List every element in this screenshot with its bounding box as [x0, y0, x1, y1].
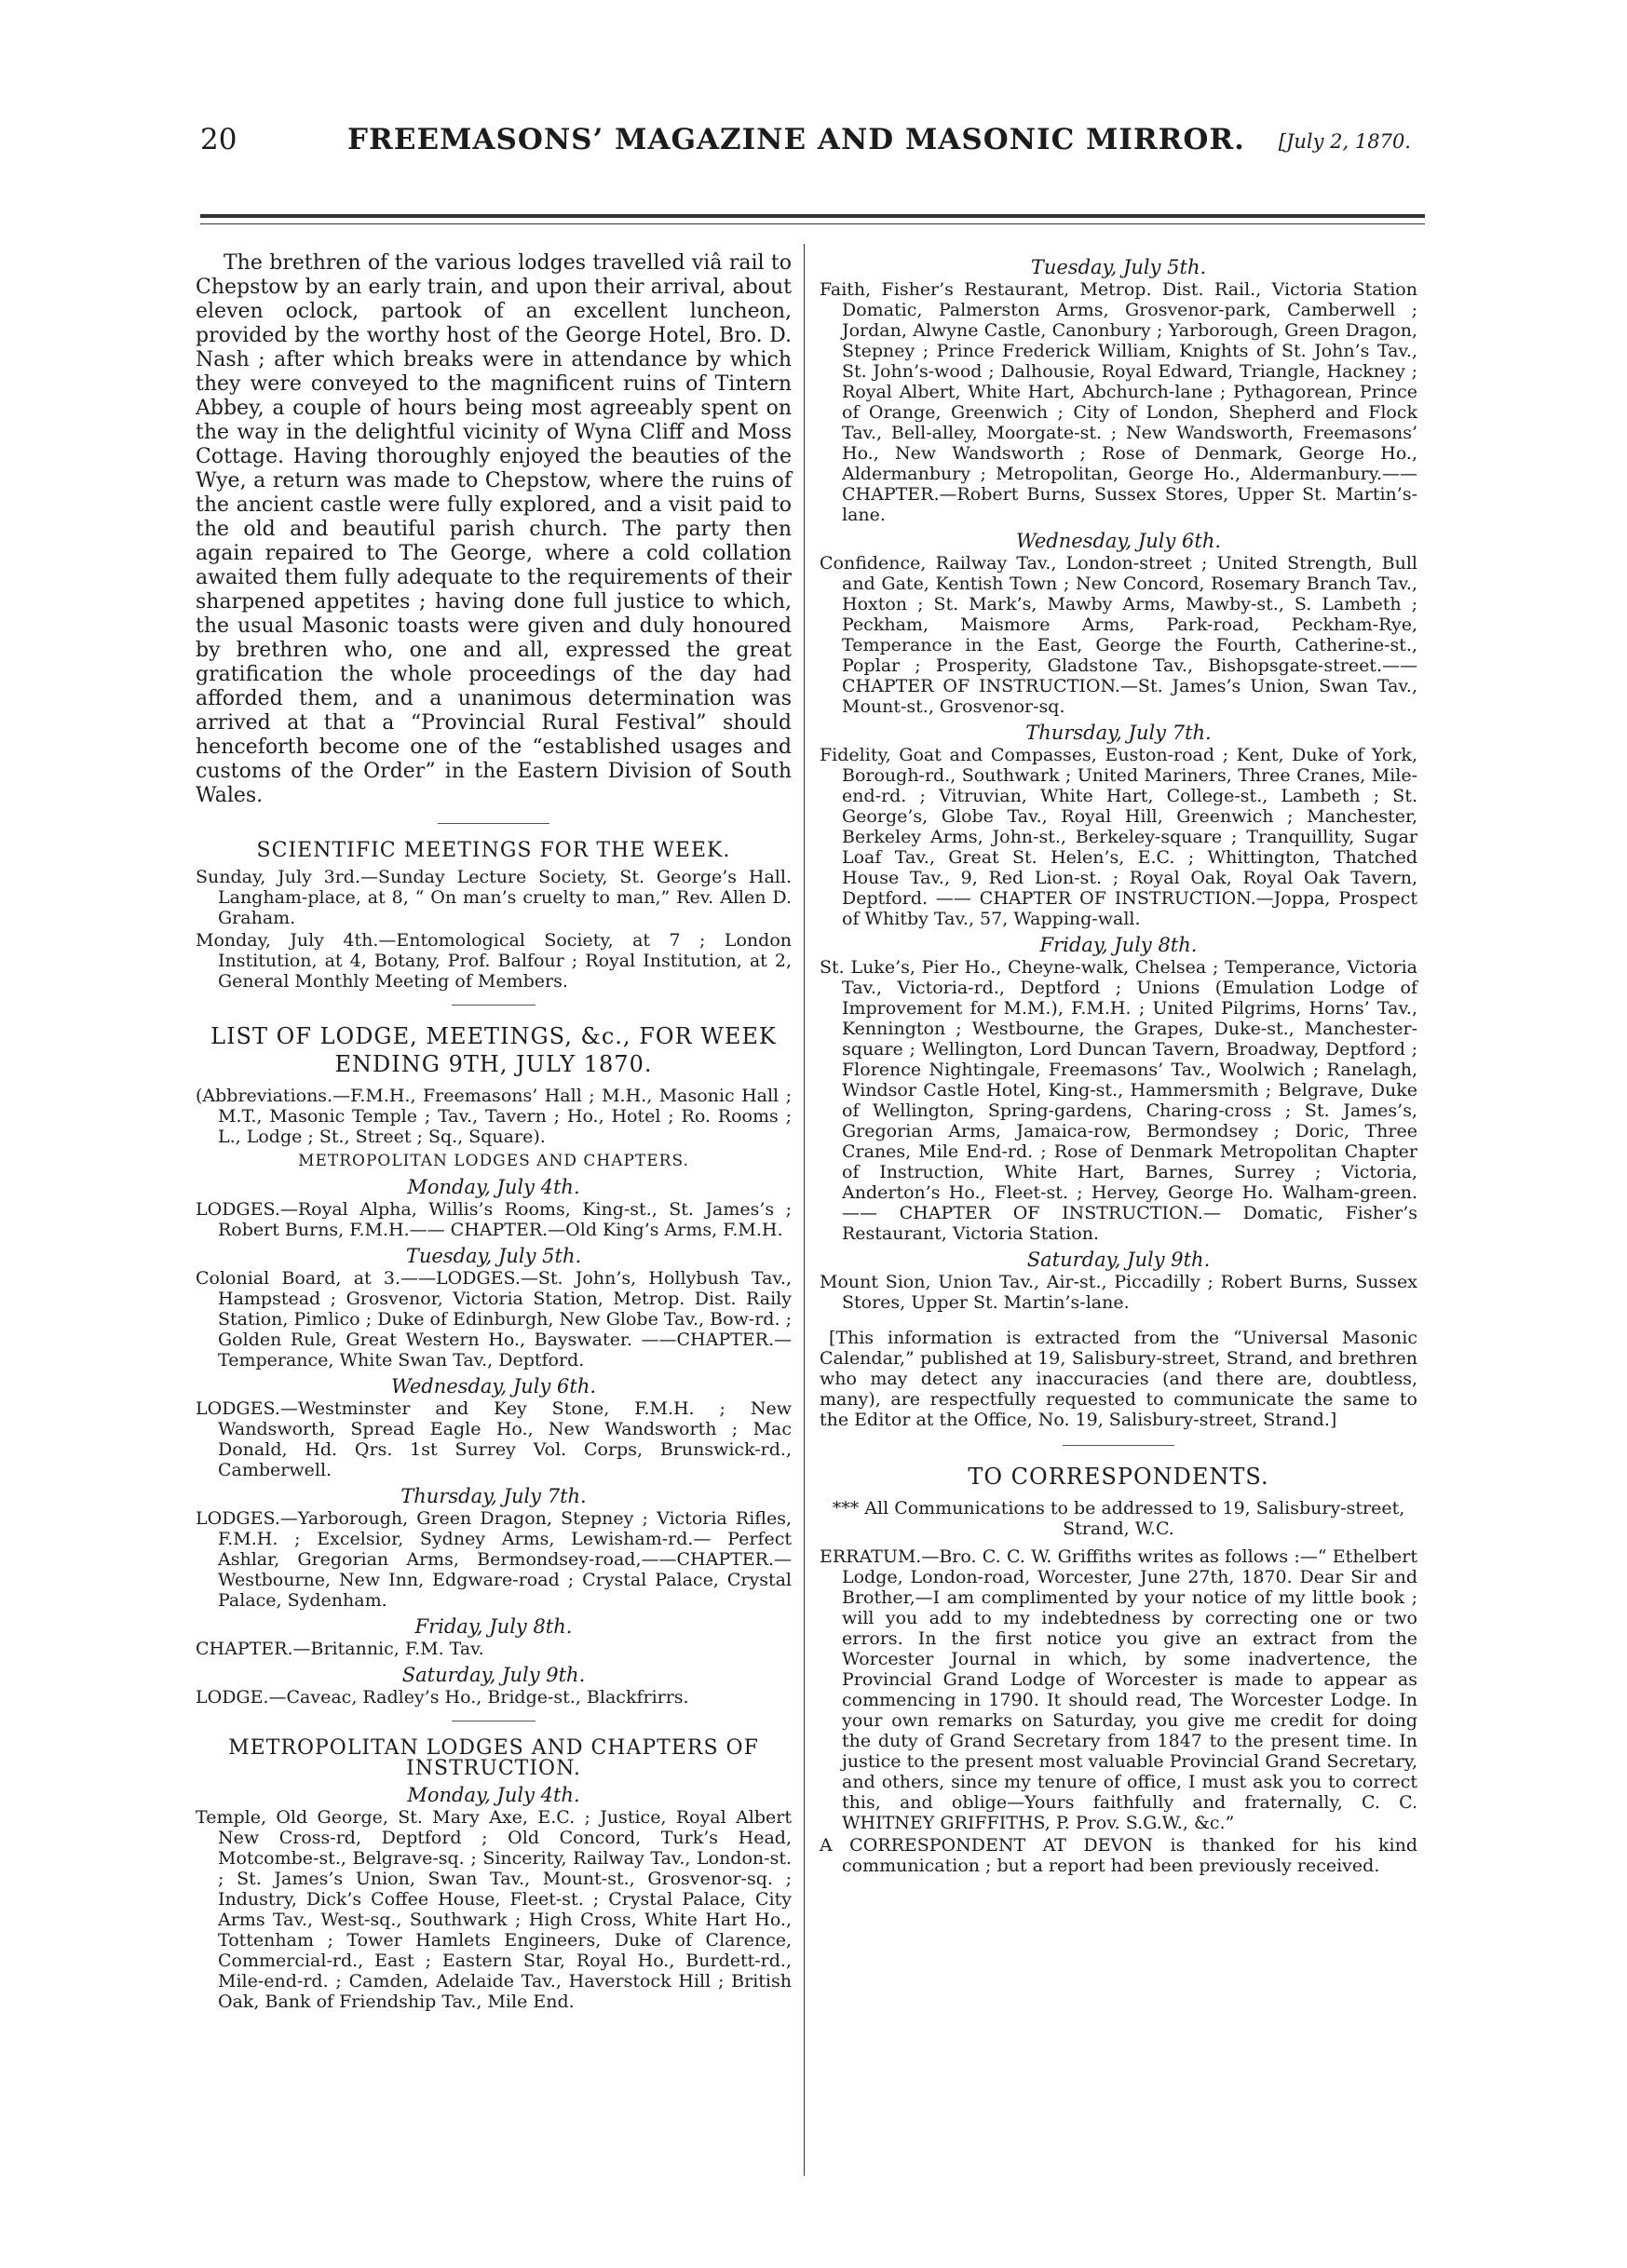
day-entry: Faith, Fisher’s Restaurant, Metrop. Dist. Rail., Victoria Station Domatic, Palmerston Arms, Grosvenor-park, Camberwell ; Jordan, Alwyne Castle, Canonbury ; Yarborough, Green Dragon, Stepney ; Prince Frederick William, Knights of St. John’s Tav., St. John’s-wood ; Dalhousie, Royal Edward, Triangle, Hackney ; Royal Albert, White Hart, Abchurch-lane ; Pythagorean, Prince of Orange, Greenwich ; City of London, Shepherd and Flock Tav., Bell-alley, Moorgate-st. ; New Wandsworth, Freemasons’ Ho., New Wandsworth ; Rose of Denmark, George Ho., Aldermanbury ; Metropolitan, George Ho., Aldermanbury.—— CHAPTER.—Robert Burns, Sussex Stores, Upper St. Martin’s-lane.	[820, 279, 1417, 525]
erratum: ERRATUM.—Bro. C. C. W. Griffiths writes as follows :—“ Ethelbert Lodge, London-road, Worcester, June 27th, 1870. Dear Sir and Brother,—I am complimented by your notice of my little book ; will you add to my indebtedness by correcting one or two errors. In the first notice you give an extract from the Worcester Journal in which, by some inadvertence, the Provincial Grand Lodge of Worcester is made to appear as commencing in 1790. It should read, The Worcester Lodge. In your own remarks on Saturday, you give me credit for doing the duty of Grand Secretary from 1847 to the present time. In justice to the present most valuable Provincial Grand Secretary, and others, since my tenure of office, I must ask you to correct this, and oblige—Yours faithfully and fraternally, C. C. WHITNEY GRIFFITHS, P. Prov. S.G.W., &c.”	[820, 1546, 1417, 1833]
day-entry: St. Luke’s, Pier Ho., Cheyne-walk, Chelsea ; Temperance, Victoria Tav., Victoria-rd., Deptford ; Unions (Emulation Lodge of Improvement for M.M.), F.M.H. ; United Pilgrims, Horns’ Tav., Kennington ; Westbourne, the Grapes, Duke-st., Manchester-square ; Wellington, Lord Duncan Tavern, Broadway, Deptford ; Florence Nightingale, Freemasons’ Tav., Woolwich ; Ranelagh, Windsor Castle Hotel, King-st., Hammersmith ; Belgrave, Duke of Wellington, Spring-gardens, Charing-cross ; St. James’s, Gregorian Arms, Jamaica-row, Bermondsey ; Doric, Three Cranes, Mile End-rd. ; Rose of Denmark Metropolitan Chapter of Instruction, White Hart, Barnes, Surrey ; Victoria, Anderton’s Ho., Fleet-st. ; Hervey, George Ho. Walham-green. —— CHAPTER OF INSTRUCTION.— Domatic, Fisher’s Restaurant, Victoria Station.	[820, 957, 1417, 1244]
day-heading: Thursday, July 7th.	[1025, 722, 1212, 744]
day-entry: LODGES.—Westminster and Key Stone, F.M.H. ; New Wandsworth, Spread Eagle Ho., New Wandsworth ; Mac Donald, Hd. Qrs. 1st Surrey Vol. Corps, Brunswick-rd., Camberwell.	[196, 1398, 792, 1480]
list-title: LIST OF LODGE, MEETINGS, &c., FOR WEEK ENDING 9TH, JULY 1870.	[210, 1023, 777, 1077]
day-heading: Friday, July 8th.	[1039, 934, 1198, 956]
section-divider	[438, 823, 549, 824]
intro-paragraph: The brethren of the various lodges travelled viâ rail to Chepstow by an early train, and upon their arrival, about eleven oclock, partook of an excellent luncheon, provided by the worthy host of the George Hotel, Bro. D. Nash ; after which breaks were in attendance by which they were conveyed to the magnificent ruins of Tintern Abbey, a couple of hours being most agreeably spent on the way in the delightful vicinity of Wyna Cliff and Moss Cottage. Having thoroughly enjoyed the beauties of the Wye, a return was made to Chepstow, where the ruins of the ancient castle were fully explored, and a visit paid to the old and beautiful parish church. The party then again repaired to The George, where a cold collation awaited them fully adequate to the requirements of their sharpened appetites ; having done full justice to which, the usual Masonic toasts were given and duly honoured by brethren who, one and all, expressed the great gratification the whole proceedings of the day had afforded them, and a unanimous determination was arrived at that a “Provincial Rural Festival” should henceforth become one of the “established usages and customs of the Order” in the Eastern Division of South Wales.	[196, 251, 792, 807]
scientific-title: SCIENTIFIC MEETINGS FOR THE WEEK.	[256, 839, 731, 862]
communications-note: *** All Communications to be addressed to 19, Salisbury-street, Strand, W.C.	[832, 1498, 1405, 1539]
day-entry: Temple, Old George, St. Mary Axe, E.C. ; Justice, Royal Albert New Cross-rd, Deptford ; Old Concord, Turk’s Head, Motcombe-st., Belgrave-sq. ; Sincerity, Railway Tav., London-st. ; St. James’s Union, Swan Tav., Mount-st., Grosvenor-sq. ; Industry, Dick’s Coffee House, Fleet-st. ; Crystal Palace, City Arms Tav., West-sq., Southwark ; High Cross, White Hart Ho., Tottenham ; Tower Hamlets Engineers, Duke of Clarence, Commercial-rd., East ; Eastern Star, Royal Ho., Burdett-rd., Mile-end-rd. ; Camden, Adelaide Tav., Haverstock Hill ; British Oak, Bank of Friendship Tav., Mile End.	[196, 1807, 792, 2012]
day-heading: Tuesday, July 5th.	[405, 1245, 582, 1267]
day-entry: LODGES.—Royal Alpha, Willis’s Rooms, King-st., St. James’s ; Robert Burns, F.M.H.—— CHAPTER.—Old King’s Arms, F.M.H.	[196, 1199, 792, 1240]
column-divider	[804, 244, 805, 2176]
correspondents-title: TO CORRESPONDENTS.	[968, 1464, 1269, 1490]
section-divider	[1063, 1445, 1174, 1446]
day-entry: Fidelity, Goat and Compasses, Euston-road ; Kent, Duke of York, Borough-rd., Southwark ; United Mariners, Three Cranes, Mile-end-rd. ; Vitruvian, White Hart, College-st., Lambeth ; St. George’s, Globe Tav., Royal Hill, Greenwich ; Manchester, Berkeley Arms, John-st., Berkeley-square ; Tranquillity, Sugar Loaf Tav., Great St. Helen’s, E.C. ; Whittington, Thatched House Tav., 9, Red Lion-st. ; Royal Oak, Royal Oak Tavern, Deptford. —— CHAPTER OF INSTRUCTION.—Joppa, Prospect of Whitby Tav., 57, Wapping-wall.	[820, 745, 1417, 929]
right-column	[820, 251, 1417, 1878]
instruction-title: METROPOLITAN LODGES AND CHAPTERS OF INSTRUCTION.	[228, 1736, 759, 1780]
masthead-title: FREEMASONS’ MAGAZINE AND MASONIC MIRROR.	[347, 123, 1245, 156]
header-rule	[200, 214, 1425, 218]
day-heading: Wednesday, July 6th.	[1015, 530, 1222, 552]
day-heading: Thursday, July 7th.	[400, 1485, 587, 1507]
day-heading: Wednesday, July 6th.	[390, 1375, 597, 1397]
metro-heading: METROPOLITAN LODGES AND CHAPTERS.	[298, 1152, 689, 1170]
day-heading: Friday, July 8th.	[414, 1615, 573, 1638]
day-entry: Mount Sion, Union Tav., Air-st., Piccadilly ; Robert Burns, Sussex Stores, Upper St. Martin’s-lane.	[820, 1272, 1417, 1313]
day-entry: Confidence, Railway Tav., London-street ; United Strength, Bull and Gate, Kentish Town ; New Concord, Rosemary Branch Tav., Hoxton ; St. Mark’s, Mawby Arms, Mawby-st., S. Lambeth ; Peckham, Maismore Arms, Park-road, Peckham-Rye, Temperance in the East, George the Fourth, Catherine-st., Poplar ; Prosperity, Gladstone Tav., Bishopsgate-street.—— CHAPTER OF INSTRUCTION.—St. James’s Union, Swan Tav., Mount-st., Grosvenor-sq.	[820, 553, 1417, 717]
scientific-entry: Monday, July 4th.—Entomological Society, at 7 ; London Institution, at 4, Botany, Prof. Balfour ; Royal Institution, at 2, General Monthly Meeting of Members.	[196, 930, 792, 992]
day-heading: Saturday, July 9th.	[1026, 1249, 1211, 1271]
day-heading: Tuesday, July 5th.	[1030, 256, 1207, 278]
page-number: 20	[200, 123, 237, 156]
page-header	[200, 123, 1430, 179]
left-column	[196, 251, 792, 2014]
devon-note: A CORRESPONDENT AT DEVON is thanked for his kind communication ; but a report had been previously received.	[820, 1835, 1417, 1876]
issue-date: [July 2, 1870.	[1278, 130, 1411, 153]
scientific-entry: Sunday, July 3rd.—Sunday Lecture Society, St. George’s Hall. Langham-place, at 8, “ On man’s cruelty to man,” Rev. Allen D. Graham.	[196, 867, 792, 928]
header-rule-thin	[200, 223, 1425, 224]
day-entry: LODGE.—Caveac, Radley’s Ho., Bridge-st., Blackfrirrs.	[196, 1687, 689, 1708]
info-note: [This information is extracted from the “Universal Masonic Calendar,” published at 19, Salisbury-street, Strand, and brethren who may detect any inaccuracies (and there are, doubtless, many), are respectfully requested to communicate the same to the Editor at the Office, No. 19, Salisbury-street, Strand.]	[820, 1328, 1417, 1430]
section-divider	[452, 1005, 536, 1006]
day-heading: Saturday, July 9th.	[401, 1664, 586, 1686]
day-entry: LODGES.—Yarborough, Green Dragon, Stepney ; Victoria Rifles, F.M.H. ; Excelsior, Sydney Arms, Lewisham-rd.— Perfect Ashlar, Gregorian Arms, Bermondsey-road,——CHAPTER.— Westbourne, New Inn, Edgware-road ; Crystal Palace, Crystal Palace, Sydenham.	[196, 1508, 792, 1611]
day-entry: Colonial Board, at 3.——LODGES.—St. John’s, Hollybush Tav., Hampstead ; Grosvenor, Victoria Station, Metrop. Dist. Raily Station, Pimlico ; Duke of Edinburgh, New Globe Tav., Bow-rd. ; Golden Rule, Great Western Ho., Bayswater. ——CHAPTER.—Temperance, White Swan Tav., Deptford.	[196, 1268, 792, 1370]
day-entry: CHAPTER.—Britannic, F.M. Tav.	[196, 1639, 484, 1659]
abbreviations: (Abbreviations.—F.M.H., Freemasons’ Hall ; M.H., Masonic Hall ; M.T., Masonic Temple ; Tav., Tavern ; Ho., Hotel ; Ro. Rooms ; L., Lodge ; St., Street ; Sq., Square).	[196, 1086, 792, 1147]
day-heading: Monday, July 4th.	[407, 1176, 580, 1198]
day-heading: Monday, July 4th.	[407, 1784, 580, 1806]
